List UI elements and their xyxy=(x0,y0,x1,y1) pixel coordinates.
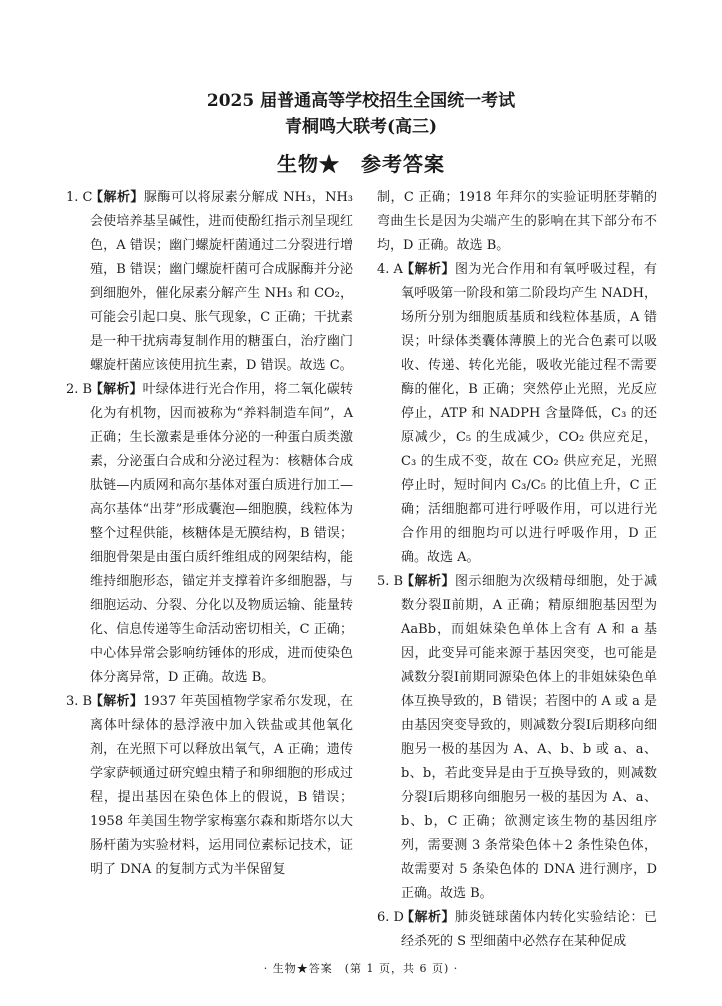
exam-title: 2025 届普通高等学校招生全国统一考试 xyxy=(206,91,516,111)
answer-text: 1937 年英国植物学家希尔发现，在离体叶绿体的悬浮液中加入铁盐或其他氧化剂，在光照下可以释放出氧气，A 正确；遗传学家萨顿通过研究蝗虫精子和卵细胞的形成过程，提出基因在染色体上的假说，B 错误；1958 年美国生物学家梅塞尔森和斯塔尔以大肠杆菌为实验材料，运用同位素标记技术，证明了 DNA 的复制方式为半保留复 xyxy=(90,694,353,877)
answer-text: 图示细胞为次级精母细胞，处于减数分裂Ⅱ前期，A 正确；精原细胞基因型为 AaBb，而姐妹染色单体上含有 A 和 a 基因，此变异可能来源于基因突变，也可能是减数分裂Ⅰ前期同源染色体上的非姐妹染色单体互换导致的，B 错误；若图中的 A 或 a 是由基因突变导致的，则减数分裂Ⅰ后期移向细胞另一极的基因为 A、A、b、b 或 a、a、b、b，若此变异是由于互换导致的，则减数分裂Ⅰ后期移向细胞另一极的基因为 A、a、b、b，C 正确；欲测定该生物的基因组序列，需要测 3 条常染色体＋2 条性染色体，故需要对 5 条染色体的 DNA 进行测序，D 正确。故选 B。 xyxy=(401,574,657,901)
answer-number: 6. D xyxy=(377,910,404,925)
answer-item-2 xyxy=(66,378,353,690)
answer-text: 图为光合作用和有氧呼吸过程，有氧呼吸第一阶段和第二阶段均产生 NADH，场所分别为细胞质基质和线粒体基质，A 错误；叶绿体类囊体薄膜上的光合色素可以吸收、传递、转化光能，吸收光能过程不需要酶的催化，B 正确；突然停止光照，光反应停止，ATP 和 NADPH 含量降低，C₃ 的还原减少，C₅ 的生成减少，CO₂ 供应充足，C₃ 的生成不变，故在 CO₂ 供应充足，光照停止时，短时间内 C₃/C₅ 的比值上升，C 正确；活细胞都可进行呼吸作用，可以进行光合作用的细胞均可以进行呼吸作用，D 正确。故选 A。 xyxy=(401,262,657,565)
answer-number: 2. B xyxy=(66,382,93,397)
analysis-tag: 【解析】 xyxy=(401,574,455,589)
left-column xyxy=(66,186,353,882)
analysis-tag: 【解析】 xyxy=(401,910,455,925)
answer-number: 5. B xyxy=(377,574,404,589)
answer-item-1 xyxy=(66,186,353,378)
page-footer: · 生物★答案 (第 1 页，共 6 页) · xyxy=(263,962,459,975)
answer-item-4 xyxy=(377,258,657,570)
analysis-tag: 【解析】 xyxy=(90,694,144,709)
answer-key-heading: 生物★ 参考答案 xyxy=(277,152,445,176)
answer-number: 3. B xyxy=(66,694,93,709)
answer-item-5 xyxy=(377,570,657,906)
right-column xyxy=(377,186,657,954)
answer-text: 脲酶可以将尿素分解成 NH₃，NH₃ 会使培养基呈碱性，进而使酚红指示剂呈现红色，A 错误；幽门螺旋杆菌通过二分裂进行增殖，B 错误；幽门螺旋杆菌可合成脲酶并分泌到细胞外，催化尿素分解产生 NH₃ 和 CO₂，可能会引起口臭、胀气现象，C 正确；干扰素是一种干扰病毒复制作用的糖蛋白，治疗幽门螺旋杆菌应该使用抗生素，D 错误。故选 C。 xyxy=(90,190,353,373)
answer-number: 1. C xyxy=(66,190,93,205)
answer-item-3 xyxy=(66,690,353,882)
analysis-tag: 【解析】 xyxy=(90,382,143,397)
analysis-tag: 【解析】 xyxy=(401,262,455,277)
answer-number: 4. A xyxy=(377,262,403,277)
exam-subtitle: 青桐鸣大联考(高三) xyxy=(284,117,438,137)
answer-item-6 xyxy=(377,906,657,954)
analysis-tag: 【解析】 xyxy=(90,190,144,205)
answer-text: 叶绿体进行光合作用，将二氧化碳转化为有机物，因而被称为“养料制造车间”，A 正确；生长激素是垂体分泌的一种蛋白质类激素，分泌蛋白合成和分泌过程为：核糖体合成肽链—内质网和高尔基体对蛋白质进行加工—高尔基体“出芽”形成囊泡—细胞膜，线粒体为整个过程供能，核糖体是无膜结构，B 错误；细胞骨架是由蛋白质纤维组成的网架结构，能维持细胞形态，锚定并支撑着许多细胞器，与细胞运动、分裂、分化以及物质运输、能量转化、信息传递等生命活动密切相关，C 正确；中心体异常会影响纺锤体的形成，进而使染色体分离异常，D 正确。故选 B。 xyxy=(90,382,353,685)
answer-text: 肺炎链球菌体内转化实验结论：已经杀死的 S 型细菌中必然存在某种促成 xyxy=(401,910,657,949)
answer-3-continuation: 制，C 正确；1918 年拜尔的实验证明胚芽鞘的弯曲生长是因为尖端产生的影响在其下部分布不均，D 正确。故选 B。 xyxy=(377,190,657,253)
